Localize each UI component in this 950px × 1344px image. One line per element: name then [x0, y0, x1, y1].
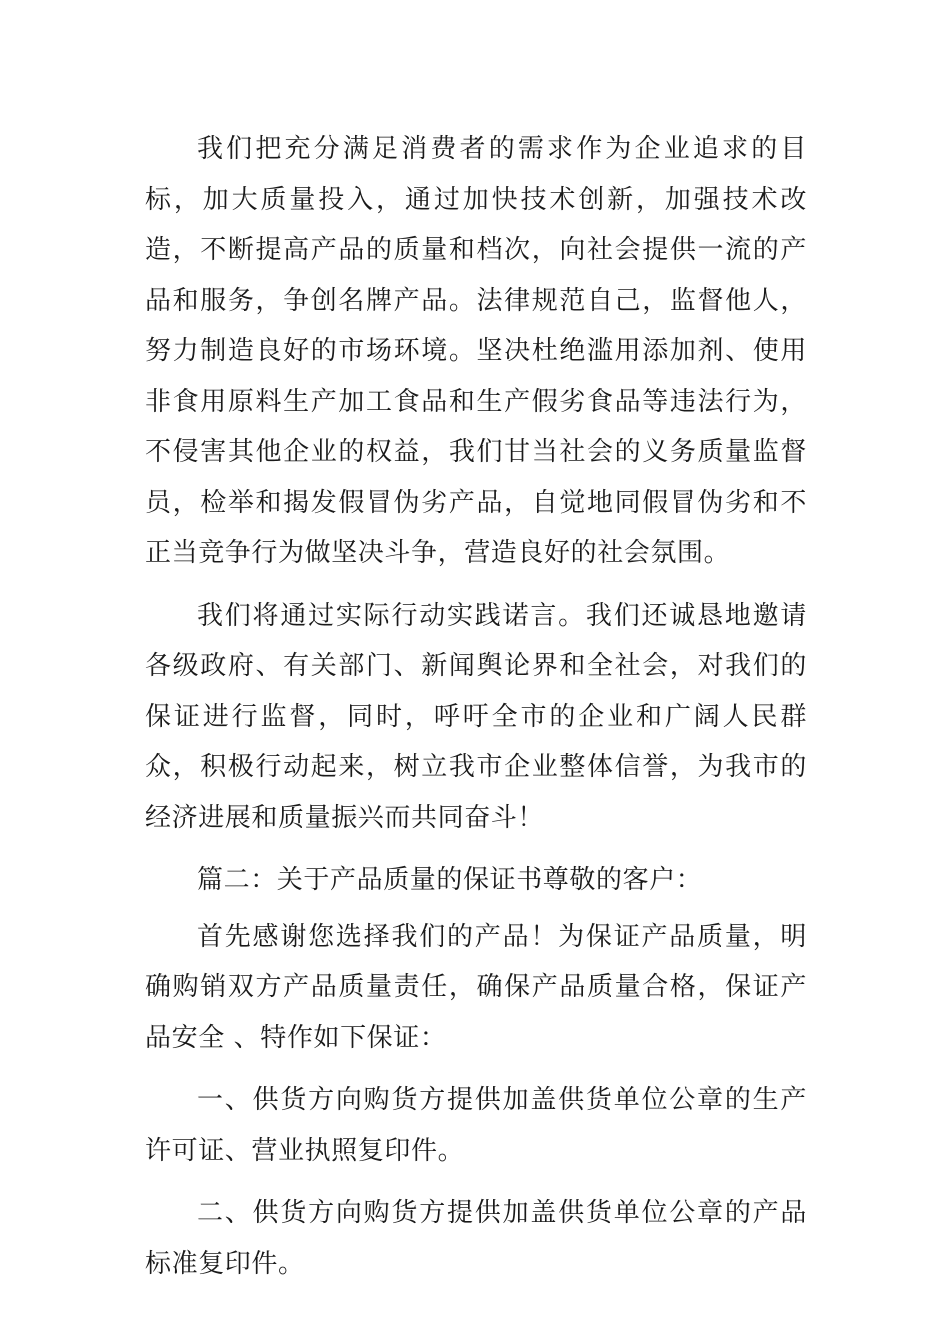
paragraph-guarantee-intro: 首先感谢您选择我们的产品！为保证产品质量，明确购销双方产品质量责任，确保产品质量合格，保证产品安全 、特作如下保证： [145, 921, 807, 1053]
paragraph-item-two: 二、供货方向购货方提供加盖供货单位公章的产品标准复印件。 [145, 1198, 807, 1279]
paragraph-pledge-quality: 我们把充分满足消费者的需求作为企业追求的目标，加大质量投入，通过加快技术创新，加强技术改造，不断提高产品的质量和档次，向社会提供一流的产品和服务，争创名牌产品。法律规范自己，监督他人，努力制造良好的市场环境。坚决杜绝滥用添加剂、使用非食用原料生产加工食品和生产假劣食品等违法行为，不侵害其他企业的权益，我们甘当社会的义务质量监督员，检举和揭发假冒伪劣产品，自觉地同假冒伪劣和不正当竞争行为做坚决斗争，营造良好的社会氛围。 [145, 134, 807, 568]
document-body [145, 124, 807, 1301]
paragraph-item-one: 一、供货方向购货方提供加盖供货单位公章的生产许可证、营业执照复印件。 [145, 1085, 807, 1166]
section-heading-part-two: 篇二：关于产品质量的保证书尊敬的客户： [197, 865, 703, 895]
paragraph-pledge-action: 我们将通过实际行动实践诺言。我们还诚恳地邀请各级政府、有关部门、新闻舆论界和全社会，对我们的保证进行监督，同时，呼吁全市的企业和广阔人民群众，积极行动起来，树立我市企业整体信誉，为我市的经济进展和质量振兴而共同奋斗！ [145, 600, 807, 833]
